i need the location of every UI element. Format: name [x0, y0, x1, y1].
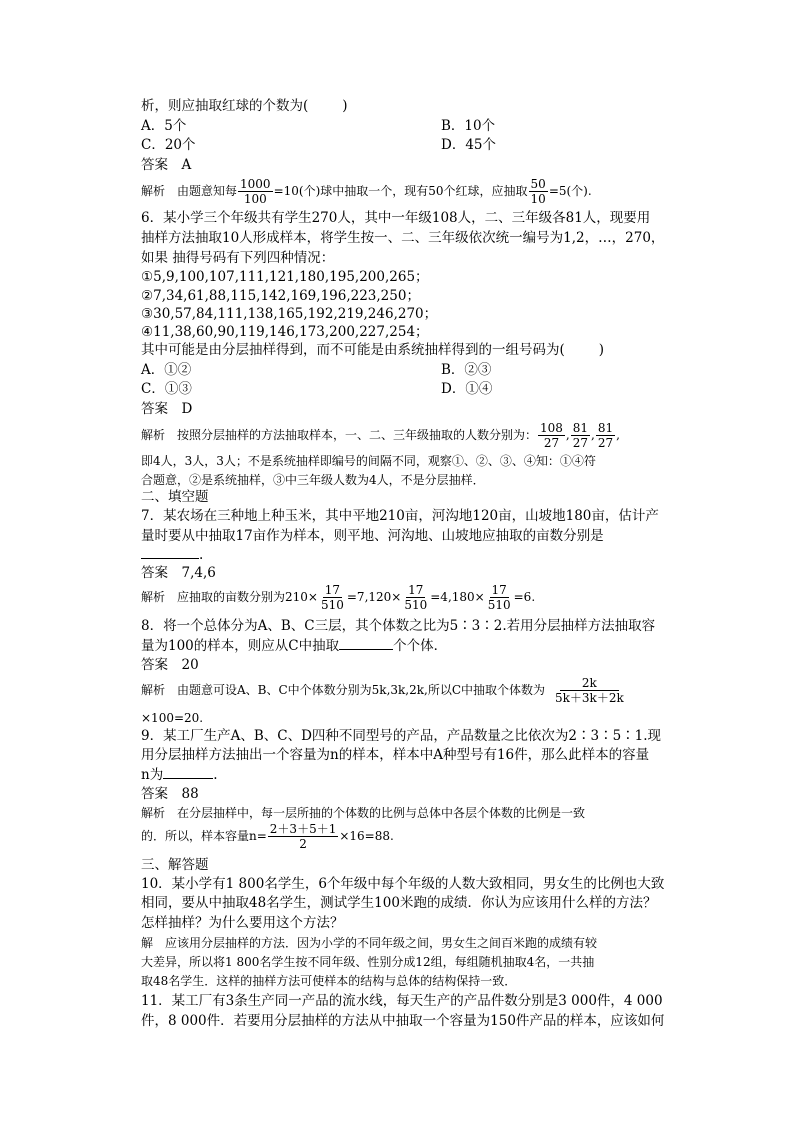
q10-line-3: 怎样抽样？为什么要用这个方法？: [141, 915, 344, 931]
q7-answer-blank: [141, 546, 199, 559]
q6-solution-line-2: 即4人，3人，3人；不是系统抽样即编号的间隔不同，观察①、②、③、④知：①④符: [141, 454, 596, 468]
q8-line-1: 8．将一个总体分为A、B、C三层，其个体数之比为5∶3∶2.若用分层抽样方法抽取容: [141, 618, 656, 634]
q10-line-1: 10．某小学有1 800名学生，6个年级中每个年级的人数大致相同，男女生的比例也大致: [141, 876, 665, 892]
q10-solution-line-2: 大差异，所以将1 800名学生按不同年级、性别分成12组，每组随机抽取4名，一共抽: [141, 955, 595, 969]
q5-option-d: D．45个: [441, 137, 497, 153]
q5-solution: 解析 由题意知每 $\frac{1000}{100}$ =10(个)球中抽取一个，现有50个红球，应抽取 $\frac{50}{10}$ =5(个).: [141, 177, 592, 206]
q7-solution: 解析 应抽取的亩数分别为210× $\frac{17}{510}$ =7,120× $\frac{17}{510}$ =4,180× $\frac{17}{510}$ =6.: [141, 583, 536, 612]
q9-answer-blank: [163, 766, 213, 779]
q5-option-c: C．20个: [141, 137, 196, 153]
section-heading-answer: 三、解答题: [141, 857, 209, 873]
q9-solution-line-2: 的．所以，样本容量n= $\frac{2+3+5+1}{2}$ ×16=88.: [141, 822, 394, 851]
q6-option-d: D．①④: [441, 381, 493, 397]
q8-fraction: $\frac{2k}{5k+3k+2k}$: [555, 676, 624, 705]
q6-solution-line-1: 解析 按照分层抽样的方法抽取样本，一、二、三年级抽取的人数分别为： $\frac{108}{27}$ , $\frac{81}{27}$ , $\frac{81}{27}$ ,: [141, 421, 620, 450]
q5-stem: 析，则应抽取红球的个数为( ): [141, 98, 348, 114]
q7-line-3: .: [141, 546, 203, 564]
q8-solution-line-1: 解析 由题意可设A、B、C中个体数分别为5k,3k,2k,所以C中抽取个体数为 $\frac{2k}{5k+3k+2k}$: [141, 676, 624, 705]
q10-solution-line-3: 取48名学生．这样的抽样方法可使样本的结构与总体的结构保持一致．: [141, 974, 517, 988]
q7-line-2: 量时要从中抽取17亩作为样本，则平地、河沟地、山坡地应抽取的亩数分别是: [141, 528, 604, 544]
q6-option-a: A．①②: [141, 362, 192, 378]
q7-fraction-2: $\frac{17}{510}$: [404, 583, 428, 612]
q9-fraction: $\frac{2+3+5+1}{2}$: [269, 822, 337, 851]
q6-line-2: 抽样方法抽取10人形成样本，将学生按一、二、三年级依次统一编号为1,2，…，270，: [141, 230, 665, 246]
q6-fraction-3: $\frac{81}{27}$: [597, 421, 614, 450]
q10-line-2: 相同，要从中抽取48名学生，测试学生100米跑的成绩．你认为应该用什么样的方法？: [141, 895, 657, 911]
q6-option-c: C．①③: [141, 381, 192, 397]
q5-option-a: A．5个: [141, 118, 187, 134]
q9-line-1: 9．某工厂生产A、B、C、D四种不同型号的产品，产品数量之比依次为2∶3∶5∶1.现: [141, 728, 662, 744]
q5-fraction-2: $\frac{50}{10}$: [530, 177, 546, 206]
q9-line-2: 用分层抽样方法抽出一个容量为n的样本，样本中A种型号有16件，那么此样本的容量: [141, 747, 650, 763]
q6-solution-line-3: 合题意，②是系统抽样，③中三年级人数为4人，不是分层抽样．: [141, 473, 485, 487]
q6-case-1: ①5,9,100,107,111,121,180,195,200,265；: [141, 269, 429, 285]
q10-solution-line-1: 解 应该用分层抽样的方法．因为小学的不同年级之间，男女生之间百米跑的成绩有较: [141, 936, 598, 950]
q6-line-3: 如果 抽得号码有下列四种情况：: [141, 250, 335, 266]
q8-answer: 答案 20: [141, 657, 199, 673]
q5-option-b: B．10个: [441, 118, 496, 134]
q9-solution-line-1: 解析 在分层抽样中，每一层所抽的个体数的比例与总体中各层个体数的比例是一致: [141, 806, 586, 820]
q7-fraction-1: $\frac{17}{510}$: [320, 583, 344, 612]
q6-fraction-2: $\frac{81}{27}$: [572, 421, 589, 450]
q6-case-3: ③30,57,84,111,138,165,192,219,246,270；: [141, 306, 438, 322]
q9-line-3: n为 .: [141, 767, 218, 783]
q5-fraction-1: $\frac{1000}{100}$: [240, 177, 271, 206]
q11-line-1: 11．某工厂有3条生产同一产品的流水线，每天生产的产品件数分别是3 000件，4 000: [141, 993, 663, 1009]
section-heading-fill-in: 二、填空题: [141, 489, 209, 505]
q9-answer: 答案 88: [141, 786, 199, 802]
q8-line-2: 量为100的样本，则应从C中抽取 个个体．: [141, 638, 448, 654]
q6-answer: 答案 D: [141, 401, 193, 417]
q6-case-2: ②7,34,61,88,115,142,169,196,223,250；: [141, 288, 420, 304]
q6-question: 其中可能是由分层抽样得到，而不可能是由系统抽样得到的一组号码为( ): [141, 342, 605, 358]
q8-solution-line-2: ×100=20.: [141, 711, 204, 725]
q5-answer: 答案 A: [141, 157, 192, 173]
q8-answer-blank: [339, 637, 393, 650]
q7-answer: 答案 7,4,6: [141, 565, 216, 581]
q11-line-2: 件，8 000件．若要用分层抽样的方法从中抽取一个容量为150件产品的样本，应该如何: [141, 1013, 665, 1029]
q6-line-1: 6．某小学三个年级共有学生270人，其中一年级108人，二、三年级各81人，现要用: [141, 210, 651, 226]
q6-case-4: ④11,38,60,90,119,146,173,200,227,254；: [141, 324, 429, 340]
q6-fraction-1: $\frac{108}{27}$: [540, 421, 563, 450]
q7-line-1: 7．某农场在三种地上种玉米，其中平地210亩，河沟地120亩，山坡地180亩，估计产: [141, 508, 659, 524]
q6-option-b: B．②③: [441, 362, 492, 378]
q7-fraction-3: $\frac{17}{510}$: [487, 583, 511, 612]
